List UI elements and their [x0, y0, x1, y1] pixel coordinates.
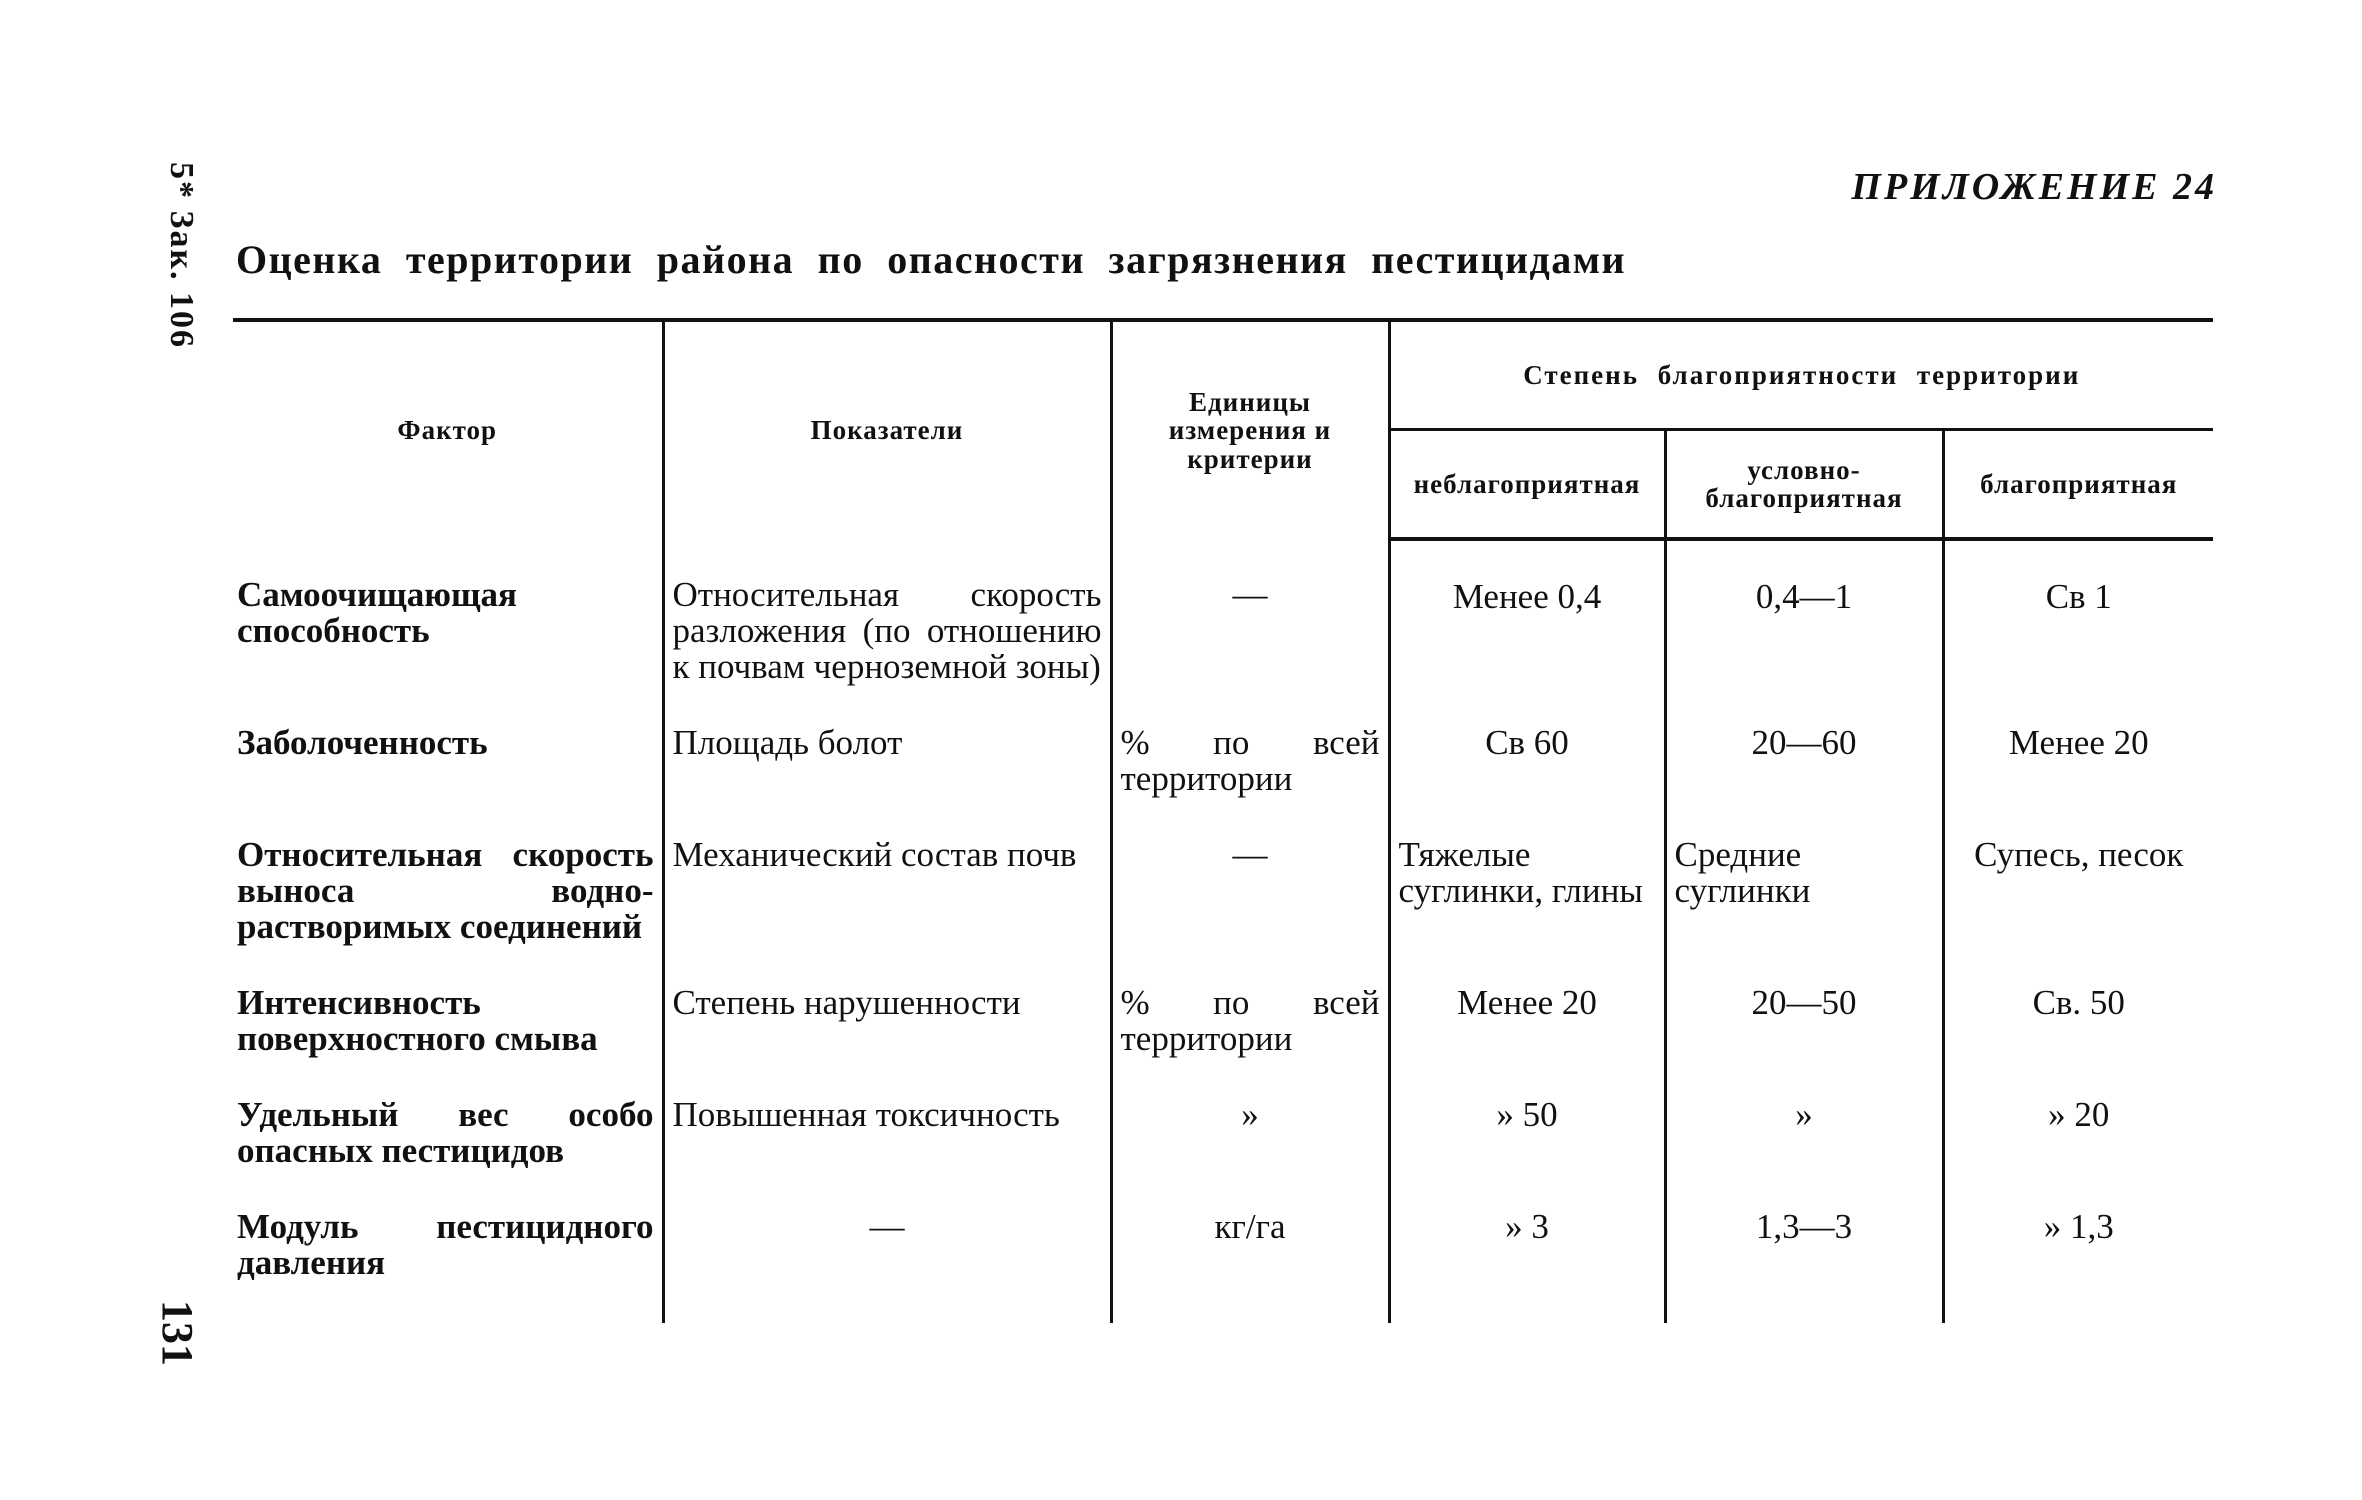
table-row	[233, 977, 2213, 1089]
cell-factor: Интенсивность поверхностного смыва	[237, 983, 598, 1058]
cell-favorable: Менее 20	[1943, 717, 2213, 829]
cell-favorable: » 1,3	[1943, 1201, 2213, 1323]
cell-conditional: 1,3—3	[1665, 1201, 1943, 1323]
table-row	[233, 539, 2213, 717]
table-row	[233, 1089, 2213, 1201]
cell-conditional: Средние суглинки	[1665, 829, 1943, 977]
cell-indicator: Механический состав почв	[663, 829, 1111, 977]
cell-unfavorable: Св 60	[1389, 717, 1665, 829]
cell-unfavorable: » 3	[1389, 1201, 1665, 1323]
cell-unit: кг/га	[1111, 1201, 1389, 1323]
table-row	[233, 1201, 2213, 1323]
cell-unit: % по всей территории	[1111, 977, 1389, 1089]
cell-indicator: Площадь болот	[663, 717, 1111, 829]
table-row	[233, 829, 2213, 977]
cell-indicator: Степень нарушенности	[663, 977, 1111, 1089]
cell-conditional: »	[1665, 1089, 1943, 1201]
cell-factor: Относительная скорость выноса водно-растворимых соединений	[237, 835, 654, 946]
cell-unfavorable: Тяжелые суглинки, глины	[1389, 829, 1665, 977]
cell-unit: »	[1111, 1089, 1389, 1201]
cell-factor: Самоочищающая способность	[237, 575, 517, 650]
order-note: 5* Зак. 106	[163, 162, 200, 350]
cell-conditional: 20—50	[1665, 977, 1943, 1089]
header-factor: Фактор	[233, 320, 663, 539]
cell-indicator: Относительная скорость разложения (по отношению к почвам черноземной зоны)	[663, 539, 1111, 717]
table-row	[233, 717, 2213, 829]
cell-factor: Модуль пестицидного давления	[237, 1207, 654, 1282]
cell-factor: Удельный вес особо опасных пестицидов	[237, 1095, 654, 1170]
cell-unfavorable: » 50	[1389, 1089, 1665, 1201]
cell-indicator: Повышенная токсичность	[663, 1089, 1111, 1201]
cell-conditional: 0,4—1	[1665, 539, 1943, 717]
cell-unit: % по всей территории	[1111, 717, 1389, 829]
cell-factor: Заболоченность	[237, 723, 488, 762]
cell-unit: —	[1111, 829, 1389, 977]
appendix-label: ПРИЛОЖЕНИЕ 24	[1851, 166, 2217, 208]
cell-favorable: Св. 50	[1943, 977, 2213, 1089]
side-margin	[145, 150, 205, 1400]
page-number: 131	[153, 1300, 202, 1366]
header-indicators: Показатели	[663, 320, 1111, 539]
header-conditional: условно-благоприятная	[1665, 430, 1943, 540]
page-title: Оценка территории района по опасности загрязнения пестицидами	[236, 237, 1627, 282]
header-unfavorable: неблагоприятная	[1389, 430, 1665, 540]
cell-conditional: 20—60	[1665, 717, 1943, 829]
cell-indicator: —	[663, 1201, 1111, 1323]
cell-unfavorable: Менее 0,4	[1389, 539, 1665, 717]
cell-unfavorable: Менее 20	[1389, 977, 1665, 1089]
header-favorability-group: Степень благоприятности территории	[1389, 320, 2213, 430]
cell-favorable: Св 1	[1943, 539, 2213, 717]
header-units: Единицы измерения и критерии	[1111, 320, 1389, 539]
assessment-table	[233, 318, 2213, 1323]
cell-unit: —	[1111, 539, 1389, 717]
header-favorable: благоприятная	[1943, 430, 2213, 540]
cell-favorable: Супесь, песок	[1943, 829, 2213, 977]
cell-favorable: » 20	[1943, 1089, 2213, 1201]
